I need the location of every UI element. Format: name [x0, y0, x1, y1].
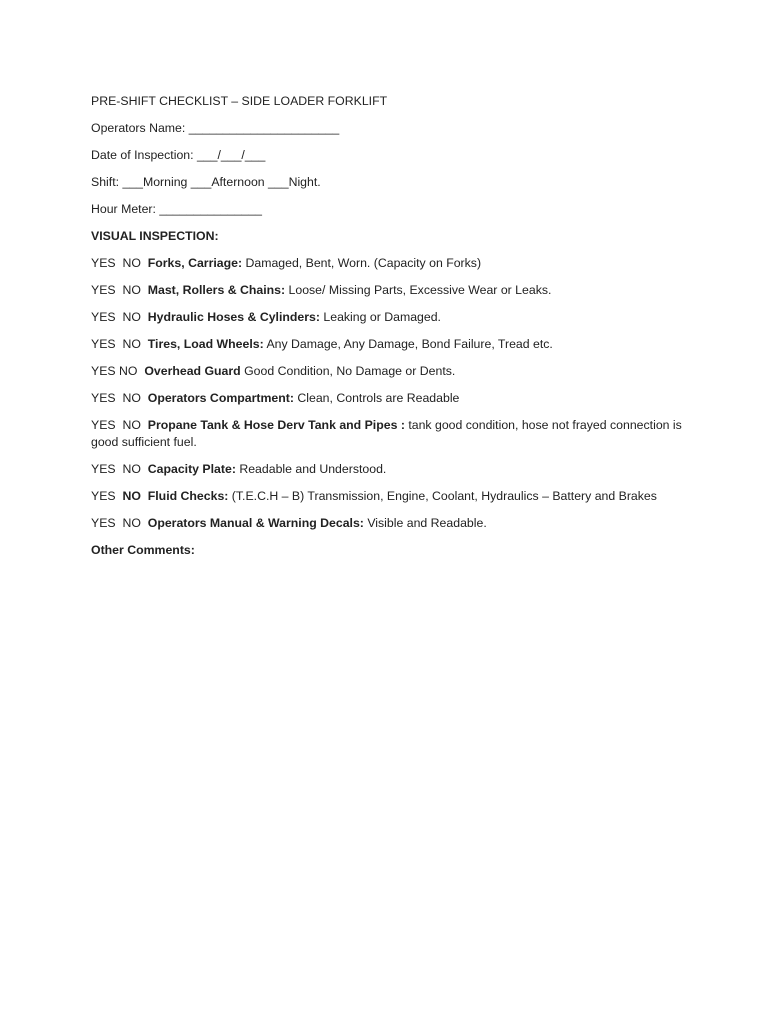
checklist-item-mast [91, 282, 711, 299]
item-label: Hydraulic Hoses & Cylinders: [147, 310, 320, 324]
no-option: NO [122, 256, 141, 270]
checklist-document [91, 93, 711, 569]
checklist-item-propane-tank [91, 417, 711, 451]
document-title: PRE-SHIFT CHECKLIST – SIDE LOADER FORKLIFT [91, 94, 388, 108]
item-label: Overhead Guard [144, 364, 241, 378]
checklist-item-hydraulic-hoses [91, 309, 711, 326]
item-description: tank good condition, hose not frayed connection is good sufficient fuel. [91, 418, 682, 449]
visual-inspection-heading: VISUAL INSPECTION: [91, 229, 219, 243]
yes-option: YES [91, 516, 116, 530]
item-description: Loose/ Missing Parts, Excessive Wear or Leaks. [285, 283, 552, 297]
item-description: Clean, Controls are Readable [293, 391, 460, 405]
checklist-item-operators-manual [91, 515, 711, 532]
yes-option: YES [91, 489, 116, 503]
item-label: Mast, Rollers & Chains: [147, 283, 286, 297]
yes-option: YES [91, 283, 116, 297]
item-label: Propane Tank & Hose Derv Tank and Pipes : [147, 418, 405, 432]
yes-option: YES [91, 310, 116, 324]
yes-option: YES [91, 462, 116, 476]
item-label: Tires, Load Wheels: [147, 337, 264, 351]
item-label: Fluid Checks: [147, 489, 229, 503]
yes-option: YES [91, 256, 116, 270]
item-description: Readable and Understood. [235, 462, 387, 476]
yes-option: YES [91, 364, 116, 378]
item-label: Operators Compartment: [147, 391, 294, 405]
no-option: NO [122, 337, 141, 351]
item-description: Any Damage, Any Damage, Bond Failure, Tread etc. [263, 337, 553, 351]
item-label: Operators Manual & Warning Decals: [147, 516, 364, 530]
no-option: NO [122, 283, 141, 297]
item-description: Good Condition, No Damage or Dents. [240, 364, 456, 378]
no-option: NO [122, 516, 141, 530]
checklist-item-overhead-guard [91, 363, 711, 380]
no-option: NO [122, 310, 141, 324]
checklist-item-capacity-plate [91, 461, 711, 478]
other-comments-label: Other Comments: [91, 543, 195, 557]
item-label: Capacity Plate: [147, 462, 236, 476]
checklist-item-fluid-checks [91, 488, 711, 505]
yes-option: YES [91, 418, 116, 432]
item-label: Forks, Carriage: [147, 256, 243, 270]
operator-name-field: Operators Name: ______________________ [91, 121, 340, 135]
item-description: Damaged, Bent, Worn. (Capacity on Forks) [242, 256, 482, 270]
yes-option: YES [91, 337, 116, 351]
item-description: Leaking or Damaged. [319, 310, 441, 324]
no-option: NO [119, 364, 138, 378]
inspection-date-field: Date of Inspection: ___/___/___ [91, 148, 266, 162]
checklist-item-tires [91, 336, 711, 353]
checklist-item-forks [91, 255, 711, 272]
checklist-item-operators-compartment [91, 390, 711, 407]
no-option: NO [122, 418, 141, 432]
no-option: NO [122, 391, 141, 405]
no-option: NO [122, 489, 141, 503]
yes-option: YES [91, 391, 116, 405]
hour-meter-field: Hour Meter: _______________ [91, 202, 262, 216]
item-description: (T.E.C.H – B) Transmission, Engine, Coolant, Hydraulics – Battery and Brakes [228, 489, 657, 503]
shift-field: Shift: ___Morning ___Afternoon ___Night. [91, 175, 321, 189]
item-description: Visible and Readable. [363, 516, 487, 530]
no-option: NO [122, 462, 141, 476]
